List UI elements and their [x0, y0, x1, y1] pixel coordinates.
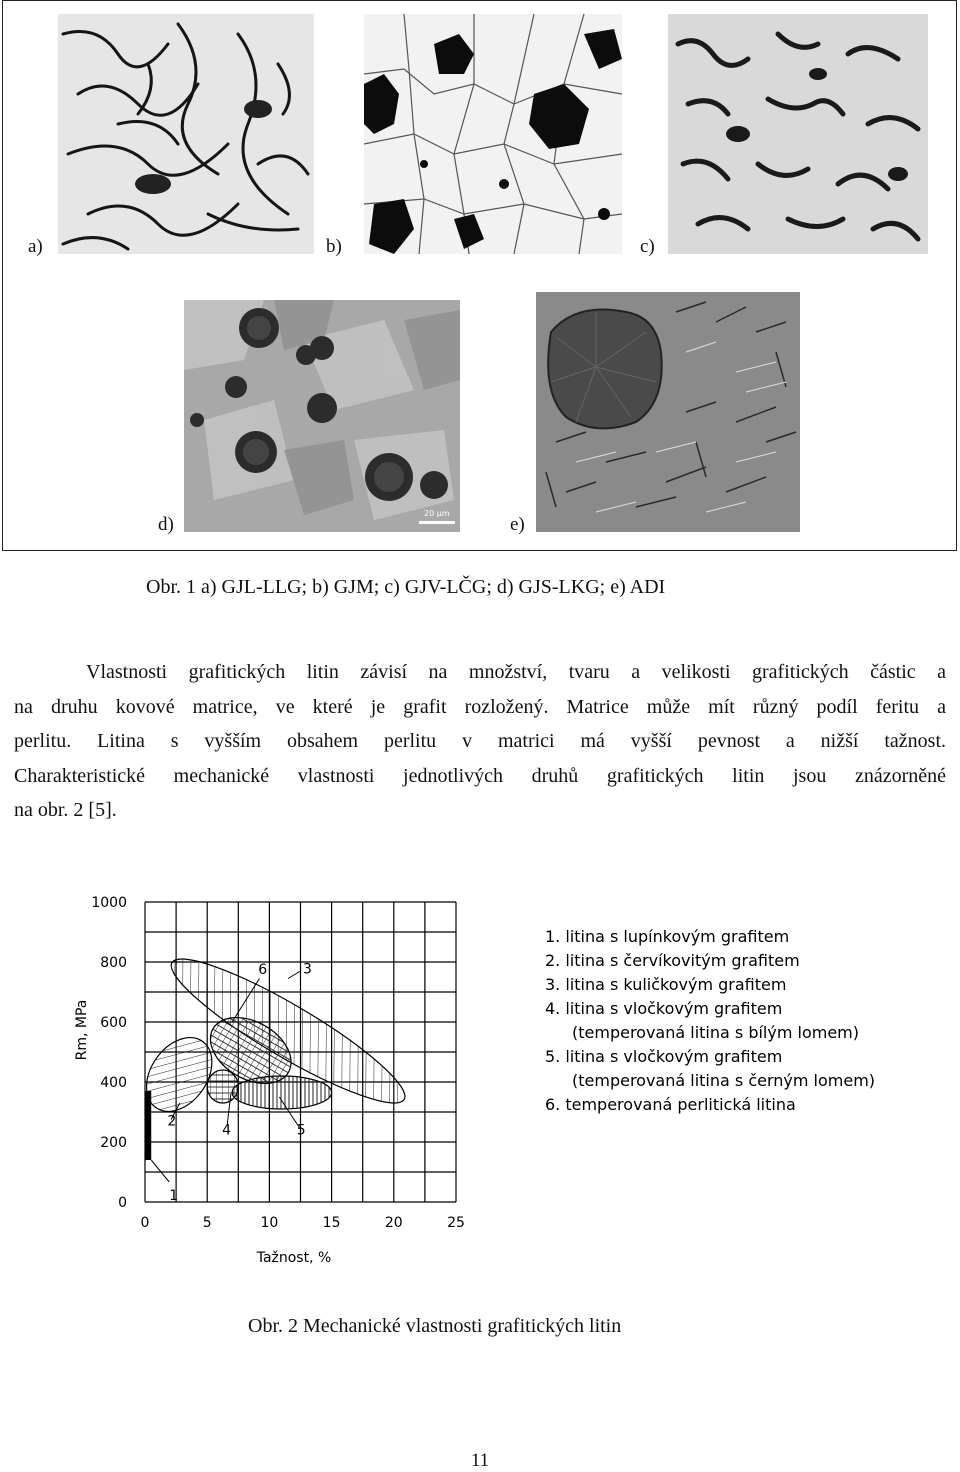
- micrograph-e: [536, 292, 800, 532]
- x-axis-label: Tažnost, %: [256, 1250, 332, 1266]
- region-label-6: 6: [258, 962, 268, 978]
- micrograph-c: [668, 14, 928, 254]
- legend-entry: 3. litina s kuličkovým grafitem: [545, 975, 787, 994]
- paragraph-line-5: na obr. 2 [5].: [14, 799, 117, 821]
- micrograph-b: [364, 14, 622, 254]
- region-label-1: 1: [169, 1188, 179, 1204]
- y-tick-label: 400: [100, 1075, 127, 1091]
- x-tick-label: 25: [447, 1215, 465, 1231]
- micrograph-b-image: [364, 14, 622, 254]
- paragraph-line-1: Vlastnosti grafitických litin závisí na množství, tvaru a velikosti grafitických částic a: [86, 661, 946, 683]
- legend-entry: 4. litina s vločkovým grafitem: [545, 999, 783, 1018]
- chart-svg: [60, 880, 920, 1280]
- y-axis-label: Rm, MPa: [74, 999, 90, 1061]
- region-4: [207, 1070, 238, 1103]
- legend-entry: 1. litina s lupínkovým grafitem: [545, 927, 790, 946]
- y-tick-label: 200: [100, 1135, 127, 1151]
- scalebar-label: 20 µm: [424, 509, 450, 518]
- panel-label-b: b): [326, 236, 342, 257]
- x-tick-label: 0: [140, 1215, 150, 1231]
- page-number: 11: [470, 1450, 490, 1471]
- region-label-5: 5: [296, 1122, 306, 1139]
- paragraph-line-4: Charakteristické mechanické vlastnosti jednotlivých druhů grafitických litin jsou znázorněné: [14, 764, 946, 787]
- micrograph-a-image: [58, 14, 314, 254]
- legend-entry: 6. temperovaná perlitická litina: [545, 1095, 796, 1114]
- legend-entry: 5. litina s vločkovým grafitem: [545, 1047, 783, 1066]
- micrograph-a: [58, 14, 314, 254]
- y-tick-label: 0: [118, 1195, 127, 1211]
- mechanical-properties-chart: [60, 880, 920, 1280]
- micrograph-d-image: [184, 300, 460, 532]
- panel-label-a: a): [28, 236, 43, 257]
- legend-entry: (temperovaná litina s bílým lomem): [572, 1023, 860, 1042]
- figure1-caption: Obr. 1 a) GJL-LLG; b) GJM; c) GJV-LČG; d) GJS-LKG; e) ADI: [146, 576, 666, 598]
- region-label-2: 2: [167, 1113, 177, 1130]
- x-tick-label: 5: [202, 1215, 212, 1231]
- y-tick-label: 1000: [91, 895, 127, 911]
- legend-entry: (temperovaná litina s černým lomem): [572, 1071, 876, 1090]
- paragraph-line-3: perlitu. Litina s vyšším obsahem perlitu v matrici má vyšší pevnost a nižší tažnost.: [14, 730, 946, 752]
- panel-label-d: d): [158, 514, 174, 535]
- panel-label-c: c): [640, 236, 655, 257]
- micrograph-c-image: [668, 14, 928, 254]
- x-tick-label: 20: [384, 1215, 403, 1231]
- region-label-4: 4: [222, 1122, 232, 1139]
- body-paragraph: [14, 655, 946, 828]
- x-tick-label: 10: [260, 1215, 279, 1231]
- x-tick-label: 15: [322, 1215, 341, 1231]
- micrograph-d: [184, 300, 460, 532]
- region-label-3: 3: [302, 961, 312, 978]
- y-tick-label: 800: [100, 955, 127, 971]
- figure2-caption: Obr. 2 Mechanické vlastnosti grafitických litin: [248, 1315, 622, 1337]
- region-5: [232, 1076, 332, 1109]
- micrograph-e-image: [536, 292, 800, 532]
- y-tick-label: 600: [100, 1015, 127, 1031]
- panel-label-e: e): [510, 514, 525, 535]
- chart-legend: [545, 927, 875, 1114]
- region-leader-3: [288, 971, 300, 979]
- paragraph-line-2: na druhu kovové matrice, ve které je grafit rozložený. Matrice může mít různý podíl feritu a: [14, 695, 946, 718]
- legend-entry: 2. litina s červíkovitým grafitem: [545, 951, 800, 970]
- region-leader-1: [151, 1160, 169, 1182]
